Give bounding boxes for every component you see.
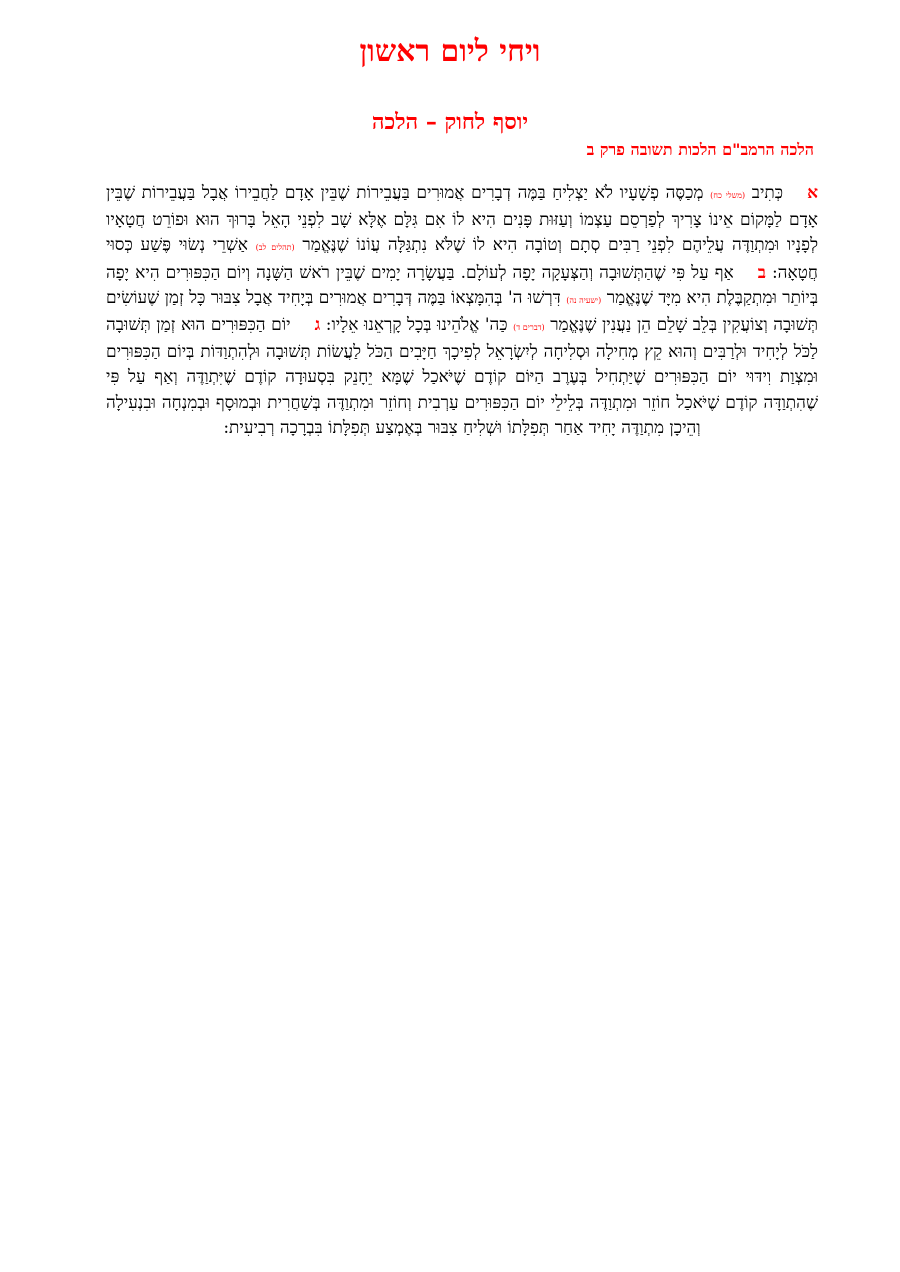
citation-tehillim: (תהלים לב) <box>255 243 295 253</box>
paragraph-marker-3: ג <box>314 315 321 336</box>
halacha-text <box>106 181 818 441</box>
paragraph-2-text-a: אַף עַל פִּי שֶׁהַתְּשׁוּבָה וְהַצְּעָקָה יָפָה לְעוֹלָם. בַּעֲשָׂרָה יָמִים שֶׁבֵּין רֹאשׁ הַשָּׁנָה וְיוֹם הַכִּפּוּרִים הִיא יָפָה בְּיוֹתֵר וּמִתְקַבֶּלֶת הִיא מִיָּד שֶׁנֶּאֱמַר <box>106 262 819 308</box>
citation-devarim: (דברים ד) <box>513 323 545 333</box>
citation-mishlei: (משלי כח) <box>710 191 746 200</box>
paragraph-2-text-b: דִּרְשׁוּ ה' בְּהִמָּצְאוֹ בַּמֶּה דְּבָרִים אֲמוּרִים בְּיָחִיד אֲבָל צִבּוּר כָּל זְמַן שֶׁעוֹשִׂים תְּשׁוּבָה וְצוֹעֲקִין בְּלֵב שָׁלֵם הֵן נַעֲנִין שֶׁנֶּאֱמַר <box>106 287 819 336</box>
paragraph-2-text-c: כַּה' אֱלֹהֵינוּ בְּכָל קָרְאֵנוּ אֵלָיו: <box>325 315 508 336</box>
page-title: ויחי ליום ראשון <box>359 34 541 69</box>
paragraph-1-text-a: כְּתִיב <box>751 183 784 203</box>
section-subtitle: יוסף לחוק – הלכה <box>371 109 529 135</box>
paragraph-1-text-c: אַשְׁרֵי נְשׂוּי פֶּשַׁע כְּסוּי חֲטָאָה: <box>106 235 818 283</box>
source-reference: הלכה הרמב"ם הלכות תשובה פרק ב <box>586 140 814 159</box>
paragraph-marker-2: ב <box>757 262 766 283</box>
paragraph-marker-1: א <box>807 183 819 203</box>
paragraph-1-text-b: מְכַסֶּה פְשָׁעָיו לֹא יַצְלִיחַ בַּמֶּה דְבָרִים אֲמוּרִים בַּעֲבֵירוֹת שֶׁבֵּין אָדָם לַחֲבֵירוֹ אֲבָל בַּעֲבֵירוֹת שֶׁבֵּין אָדָם לַמָּקוֹם אֵינוֹ צָרִיךְ לְפַרְסֵם עַצְמוֹ וְעַזּוּת פָּנִים הִיא לוֹ אִם גִּלָּם אֶלָּא שָׁב לִפְנֵי הָאֵל בָּרוּךְ הוּא וּפוֹרֵט חֲטָאָיו לְפָנָיו וּמִתְוַדֶּה עֲלֵיהֶם לִפְנֵי רַבִּים סְתָם וְטוֹבָה הִיא לוֹ שֶׁלֹּא נִתְגַּלָּה עֲוֹנוֹ שֶׁנֶּאֱמַר <box>106 183 819 256</box>
paragraph-3-text: יוֹם הַכִּפּוּרִים הוּא זְמַן תְּשׁוּבָה לַכֹּל לְיָחִיד וּלְרַבִּים וְהוּא קֵץ מְחִילָה וּסְלִיחָה לְיִשְׂרָאֵל לְפִיכָךְ חַיָּבִים הַכֹּל לַעֲשׂוֹת תְּשׁוּבָה וּלְהִתְוַדּוֹת בְּיוֹם הַכִּפּוּרִים וּמִצְוַת וִידּוּי יוֹם הַכִּפּוּרִים שֶׁיַּתְחִיל בְּעֶרֶב הַיּוֹם קוֹדֶם שֶׁיֹּאכַל שֶׁמָּא יֵחָנֵק בִּסְעוּדָה קוֹדֶם שֶׁיִּתְוַדֶּה וְאַף עַל פִּי שֶׁהִתְוַדָּה קוֹדֶם שֶׁיֹּאכַל חוֹזֵר וּמִתְוַדֶּה בְּלֵילֵי יוֹם הַכִּפּוּרִים עַרְבִית וְחוֹזֵר וּמִתְוַדֶּה בְּשַׁחֲרִית וּבְמוּסָף וּבְמִנְחָה וּבִנְעִילָה וְהֵיכָן מִתְוַדֶּה יָחִיד אַחַר תְּפִלָּתוֹ וּשְׁלִיחַ צִבּוּר בְּאֶמְצַע תְּפִלָּתוֹ בִּבְרָכָה רְבִיעִית: <box>106 315 818 438</box>
citation-yeshayahu: (ישעיה נה) <box>566 295 602 305</box>
